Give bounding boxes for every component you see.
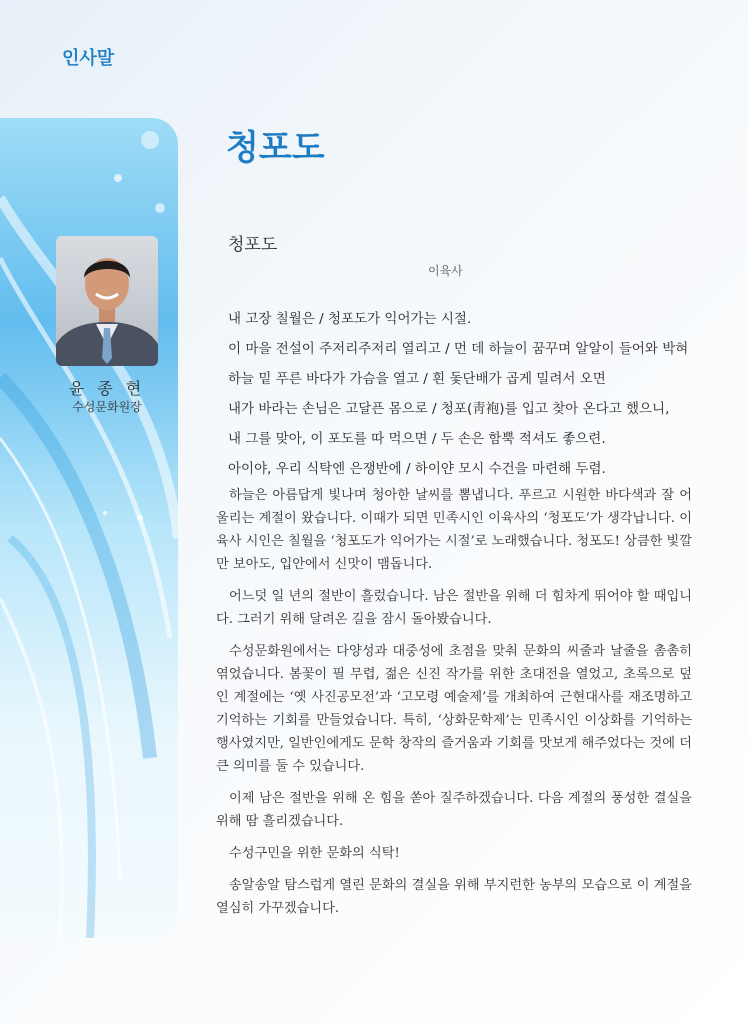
poem-author: 이육사 xyxy=(428,264,463,278)
poem-line: 하늘 밑 푸른 바다가 가슴을 열고 / 흰 돛단배가 곱게 밀려서 오면 xyxy=(228,371,606,387)
poem-line: 아이야, 우리 식탁엔 은쟁반에 / 하이얀 모시 수건을 마련해 두렴. xyxy=(228,461,606,477)
portrait-photo xyxy=(56,236,158,366)
poem-body xyxy=(228,304,698,484)
poem-line: 내 그를 맞아, 이 포도를 따 먹으면 / 두 손은 함뿍 적셔도 좋으련. xyxy=(228,431,606,447)
poem-line: 이 마을 전설이 주저리주저리 열리고 / 먼 데 하늘이 꿈꾸며 알알이 들어와 박혀 xyxy=(228,341,689,357)
person-name: 윤 종 현 xyxy=(68,379,146,398)
person-illustration xyxy=(56,236,158,366)
poem-title: 청포도 xyxy=(228,235,278,255)
body-paragraph: 이제 남은 절반을 위해 온 힘을 쏟아 질주하겠습니다. 다음 계절의 풍성한 결실을 위해 땀 흘리겠습니다. xyxy=(216,791,692,829)
body-paragraph: 수성구민을 위한 문화의 식탁! xyxy=(229,846,400,861)
person-title: 수성문화원장 xyxy=(72,400,142,414)
body-paragraph: 송알송알 탐스럽게 열린 문화의 결실을 위해 부지런한 농부의 모습으로 이 계절을 열심히 가꾸겠습니다. xyxy=(216,878,692,916)
body-paragraph: 수성문화원에서는 다양성과 대중성에 초점을 맞춰 문화의 씨줄과 날줄을 촘촘히 엮었습니다. 봄꽃이 필 무렵, 젊은 신진 작가를 위한 초대전을 열었고, 초록으로 덮인 계절에는 ‘옛 사진공모전’과 ‘고모령 예술제’를 개최하여 근현대사를 재조명하고 기억하는 기회를 만들었습니다. 특히, ‘상화문학제’는 민족시인 이상화를 기억하는 행사였지만, 일반인에게도 문학 창작의 즐거움과 기회를 맛보게 해주었다는 것에 더 큰 의미를 둘 수 있습니다. xyxy=(216,644,692,774)
greeting-body xyxy=(216,484,692,929)
page-title: 청포도 xyxy=(226,128,325,168)
poem-line: 내가 바라는 손님은 고달픈 몸으로 / 청포(靑袍)를 입고 찾아 온다고 했으니, xyxy=(228,401,670,417)
poem-line: 내 고장 칠월은 / 청포도가 익어가는 시절. xyxy=(228,311,472,327)
body-paragraph: 어느덧 일 년의 절반이 흘렀습니다. 남은 절반을 위해 더 힘차게 뛰어야 할 때입니다. 그러기 위해 달려온 길을 잠시 돌아봤습니다. xyxy=(216,589,692,627)
section-label: 인사말 xyxy=(62,48,115,69)
body-paragraph: 하늘은 아름답게 빛나며 청아한 날씨를 뽐냅니다. 푸르고 시원한 바다색과 잘 어울리는 계절이 왔습니다. 이때가 되면 민족시인 이육사의 ‘청포도’가 생각납니다. 이육사 시인은 칠월을 ‘청포도가 익어가는 시절’로 노래했습니다. 청포도! 상큼한 빛깔만 보아도, 입안에서 신맛이 맴돕니다. xyxy=(216,488,692,572)
